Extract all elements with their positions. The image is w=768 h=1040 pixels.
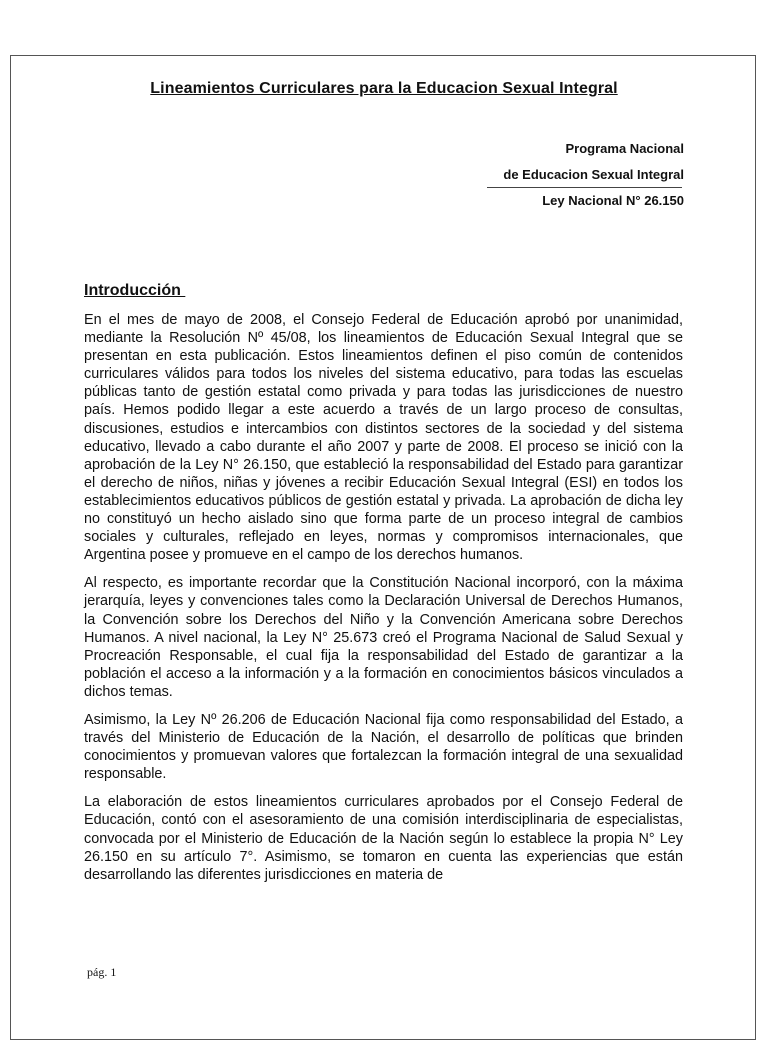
paragraph-3: Asimismo, la Ley Nº 26.206 de Educación Nacional fija como responsabilidad del Estado, a través del Ministerio de Educación de la Nación, el desarrollo de políticas que brinden conocimientos y promuevan valores que fortalezcan la formación integral de una sexualidad responsable. (84, 711, 683, 783)
paragraph-4: La elaboración de estos lineamientos curriculares aprobados por el Consejo Federal de Educación, contó con el asesoramiento de una comisión interdisciplinaria de especialistas, convocada por el Ministerio de Educación de la Nación según lo establece la propia N° Ley 26.150 en su artículo 7°. Asimismo, se tomaron en cuenta las experiencias que están desarrollando las diferentes jurisdicciones en materia de (84, 794, 683, 883)
paragraph-1: En el mes de mayo de 2008, el Consejo Federal de Educación aprobó por unanimidad, mediante la Resolución Nº 45/08, los lineamientos de Educación Sexual Integral que se presentan en esta publicación. Estos lineamientos definen el piso común de contenidos curriculares válidos para todos los niveles del sistema educativo, para todas las escuelas públicas tanto de gestión estatal como privada y para todas las jurisdicciones de nuestro país. Hemos podido llegar a este acuerdo a través de un largo proceso de consultas, discusiones, estudios e intercambios con distintos sectores de la sociedad y del sistema educativo, llevado a cabo durante el año 2007 y parte de 2008. El proceso se inició con la aprobación de la Ley N° 26.150, que estableció la responsabilidad del Estado para garantizar el derecho de niños, niñas y jóvenes a recibir Educación Sexual Integral (ESI) en todos los establecimientos educativos públicos de gestión estatal y privada. La aprobación de dicha ley no constituyó un hecho aislado sino que forma parte de un proceso integral de cambios sociales y culturales, reflejado en leyes, normas y compromisos internacionales, que Argentina posee y promueve en el campo de los derechos humanos. (84, 312, 683, 564)
divider-rule (487, 187, 682, 188)
section-heading: Introducción (84, 282, 186, 299)
document-title: Lineamientos Curriculares para la Educacion Sexual Integral (150, 80, 618, 97)
paragraph-2: Al respecto, es importante recordar que la Constitución Nacional incorporó, con la máxima jerarquía, leyes y convenciones tales como la Declaración Universal de Derechos Humanos, la Convención sobre los Derechos del Niño y la Convención Americana sobre Derechos Humanos. A nivel nacional, la Ley N° 25.673 creó el Programa Nacional de Salud Sexual y Procreación Responsable, el cual fija la responsabilidad del Estado de garantizar a la población el acceso a la información y a la formación en conocimientos básicos vinculados a dichos temas. (84, 575, 683, 700)
program-line-1: Programa Nacional (565, 141, 684, 156)
program-line-3: Ley Nacional N° 26.150 (542, 193, 684, 208)
page-number: pág. 1 (87, 965, 117, 979)
program-line-2: de Educacion Sexual Integral (503, 167, 684, 182)
body-text (84, 311, 683, 894)
